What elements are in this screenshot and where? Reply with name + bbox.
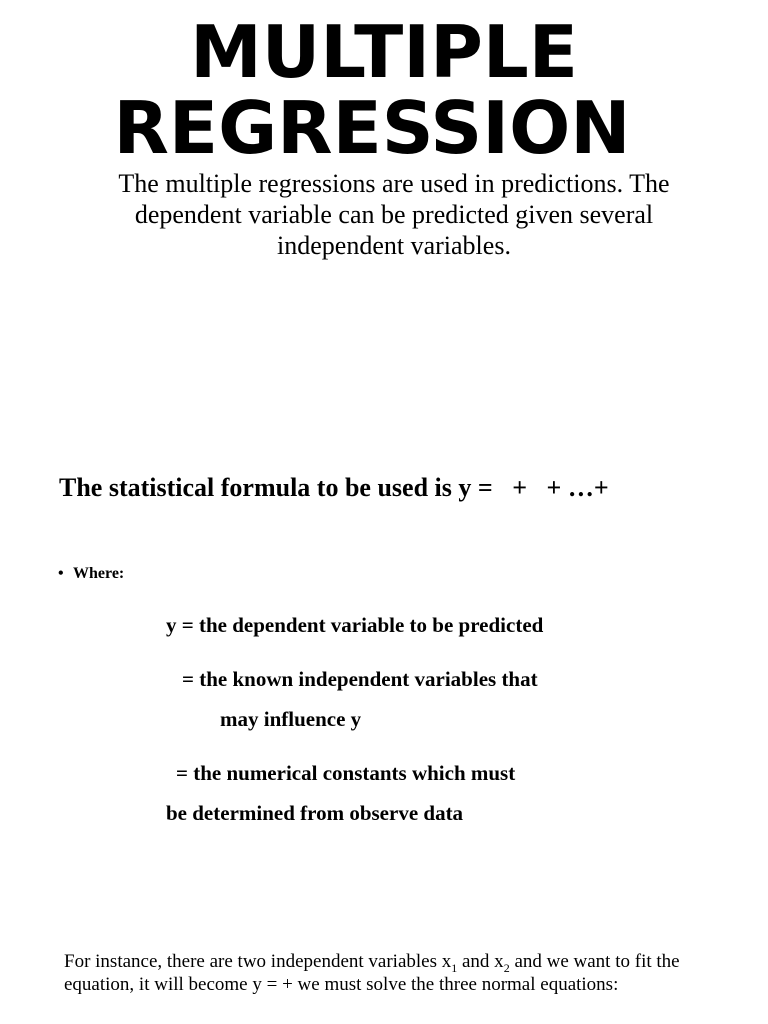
example-text-1: For instance, there are two independent variables x: [64, 951, 452, 972]
formula-statement: The statistical formula to be used is y = + + …+: [59, 473, 609, 502]
subscript-1: 1: [451, 960, 458, 975]
page-title: [0, 10, 768, 170]
definition-constants-cont: be determined from observe data: [166, 801, 464, 825]
example-text-3: and we want to fit the equation, it will become y = + we must solve the three normal equations:: [64, 951, 680, 995]
where-label: Where:: [73, 565, 125, 582]
definition-y: y = the dependent variable to be predicted: [166, 613, 544, 637]
definition-constants: = the numerical constants which must: [176, 761, 516, 785]
where-list-item: [58, 564, 124, 584]
definition-independent-variables: = the known independent variables that: [182, 667, 538, 691]
example-text-2: and x: [457, 951, 504, 972]
bullet-icon: •: [58, 565, 64, 582]
definition-independent-variables-cont: may influence y: [220, 707, 362, 731]
subscript-2: 2: [503, 960, 510, 975]
title-line-2: REGRESSION: [113, 86, 631, 170]
intro-paragraph: The multiple regressions are used in predictions. The dependent variable can be predicted given several independent variables.: [118, 169, 670, 260]
example-paragraph: [64, 950, 724, 996]
title-line-1: MULTIPLE: [190, 10, 578, 94]
